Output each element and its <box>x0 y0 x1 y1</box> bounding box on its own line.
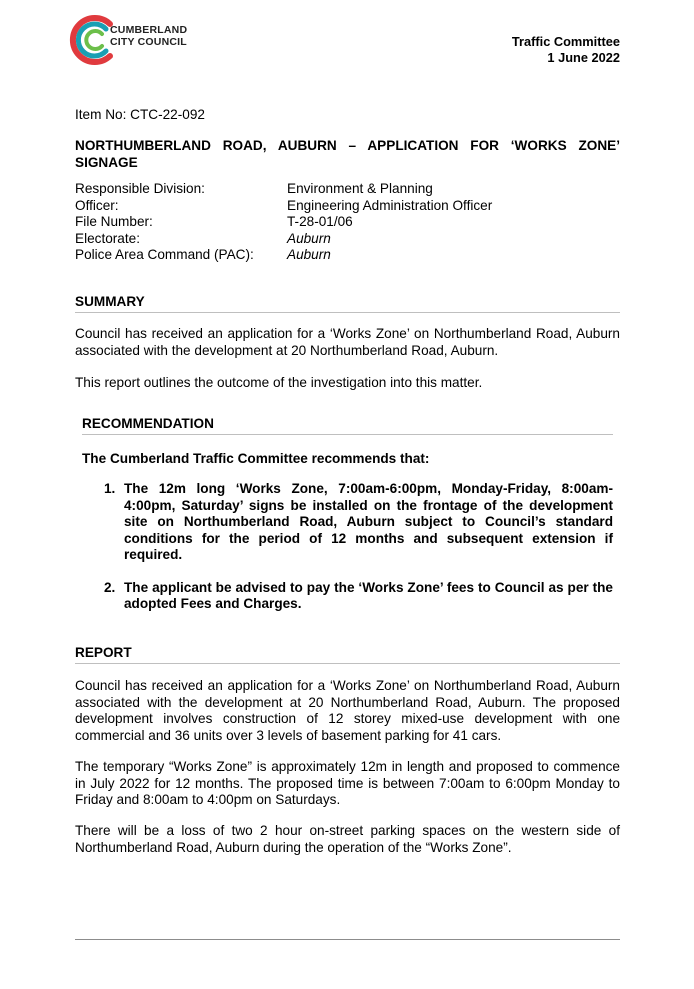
report-paragraph: The temporary “Works Zone” is approximately 12m in length and proposed to commence in July 2022 for 12 months. The proposed time is between 7:00am to 6:00pm Monday to Friday and 8:00am to 4:00pm on Saturdays. <box>75 759 620 807</box>
footer-divider <box>75 939 620 940</box>
report-paragraph: There will be a loss of two 2 hour on-street parking spaces on the western side of Northumberland Road, Auburn during the operation of the “Works Zone”. <box>75 823 620 855</box>
meta-label: Electorate: <box>75 230 140 246</box>
meta-value: Auburn <box>287 230 331 246</box>
recommendation-text: The 12m long ‘Works Zone, 7:00am-6:00pm, Monday-Friday, 8:00am-4:00pm, Saturday’ signs be installed on the frontage of the development site on Northumberland Road, Auburn subject to Council’s standard conditions for the period of 12 months and subsequent extension if required. <box>124 481 613 562</box>
summary-paragraph: Council has received an application for a ‘Works Zone’ on Northumberland Road, Auburn associated with the development at 20 Northumberland Road, Auburn. <box>75 326 620 358</box>
report-paragraph: Council has received an application for a ‘Works Zone’ on Northumberland Road, Auburn associated with the development at 20 Northumberland Road, Auburn. The proposed development involves construction of 12 storey mixed-use development with one commercial and 36 units over 3 levels of basement parking for 41 cars. <box>75 678 620 743</box>
meta-value: Environment & Planning <box>287 181 433 196</box>
summary-paragraph: This report outlines the outcome of the investigation into this matter. <box>75 375 483 390</box>
meta-label: Police Area Command (PAC): <box>75 247 254 262</box>
meta-label: File Number: <box>75 214 153 229</box>
committee-name: Traffic Committee <box>511 34 620 49</box>
recommendation-item <box>104 481 613 564</box>
report-heading: REPORT <box>75 645 620 664</box>
logo-line-2: CITY COUNCIL <box>110 35 187 48</box>
recommendation-list <box>104 481 613 613</box>
meta-label: Officer: <box>75 197 119 213</box>
report-title: NORTHUMBERLAND ROAD, AUBURN – APPLICATION FOR ‘WORKS ZONE’ SIGNAGE <box>75 138 620 170</box>
recommendation-number: 1. <box>104 481 116 496</box>
council-logo-text <box>110 25 187 48</box>
logo-line-1: CUMBERLAND <box>110 24 188 36</box>
document-header <box>512 34 620 65</box>
recommendation-heading: RECOMMENDATION <box>82 416 613 435</box>
meta-label: Responsible Division: <box>75 181 205 196</box>
recommendation-text: The applicant be advised to pay the ‘Works Zone’ fees to Council as per the adopted Fees and Charges. <box>124 579 613 611</box>
recommendation-intro: The Cumberland Traffic Committee recommends that: <box>82 451 430 466</box>
recommendation-item <box>104 580 613 613</box>
meta-value: Engineering Administration Officer <box>287 197 493 213</box>
meeting-date: 1 June 2022 <box>547 49 620 65</box>
summary-heading: SUMMARY <box>75 294 620 313</box>
meta-value: Auburn <box>287 247 331 262</box>
meta-value: T-28-01/06 <box>287 214 353 229</box>
item-number: Item No: CTC-22-092 <box>75 107 205 122</box>
recommendation-number: 2. <box>104 579 116 595</box>
